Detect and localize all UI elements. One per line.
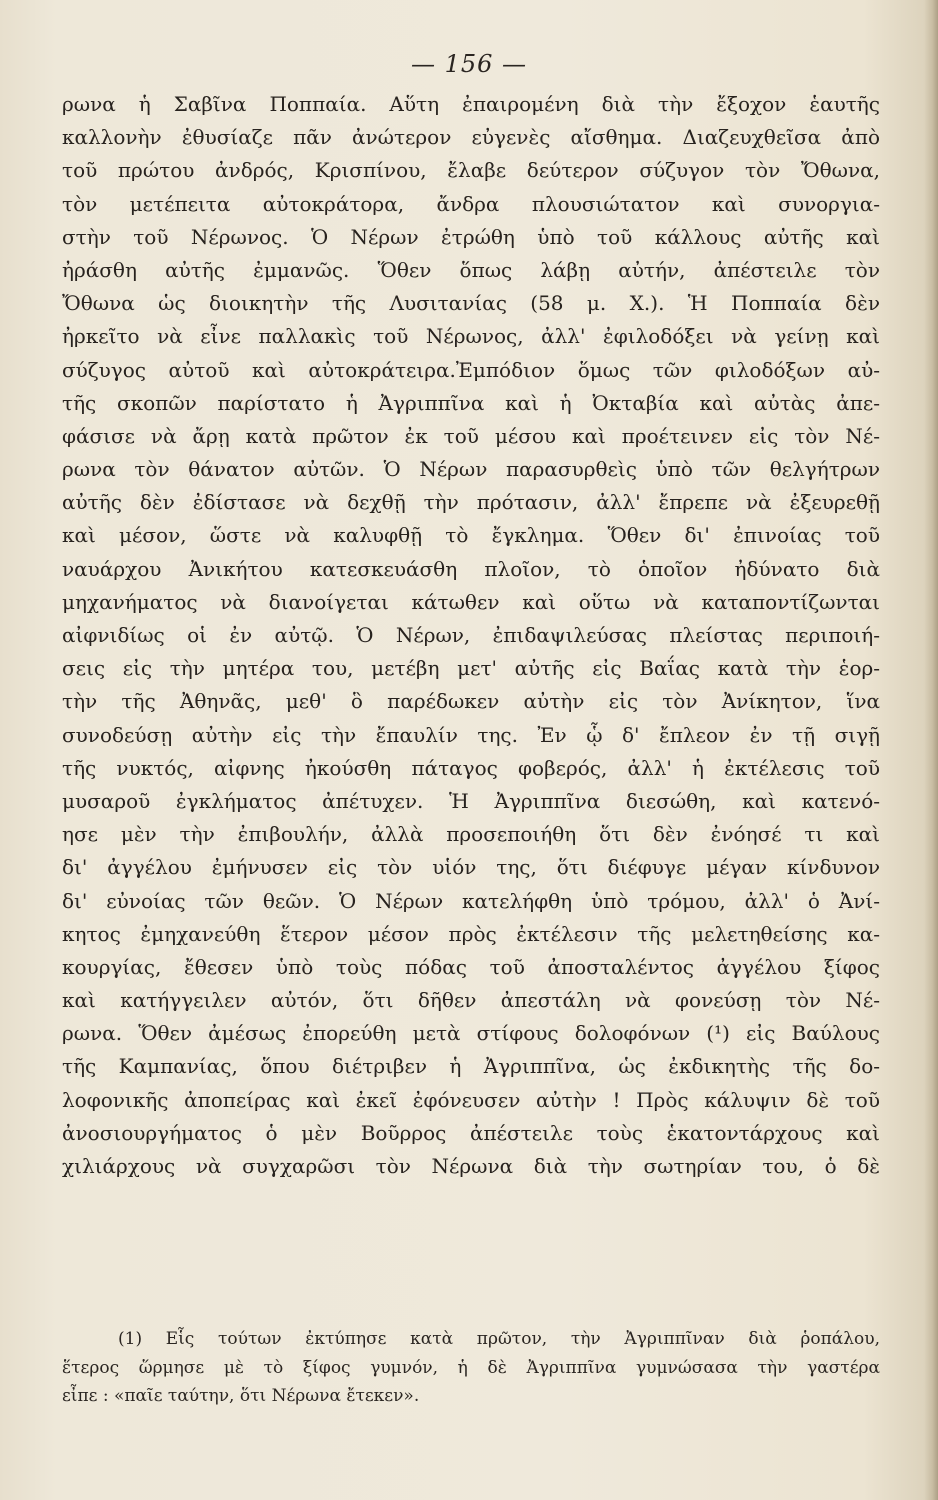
text-line: καλλονὴν ἐθυσίαζε πᾶν ἀνώτερον εὐγενὲς αἴσθημα. Διαζευχθεῖσα ἀπὸ	[62, 125, 880, 150]
text-line: μηχανήματος νὰ διανοίγεται κάτωθεν καὶ οὕτω νὰ καταποντίζωνται	[62, 589, 880, 614]
text-line: Ὄθωνα ὡς διοικητὴν τῆς Λυσιτανίας (58 μ. Χ.). Ἡ Ποππαία δὲν	[62, 291, 880, 316]
text-line: ησε μὲν τὴν ἐπιβουλήν, ἀλλὰ προσεποιήθη ὅτι δὲν ἐνόησέ τι καὶ	[62, 822, 880, 847]
text-line: λοφονικῆς ἀποπείρας καὶ ἐκεῖ ἐφόνευσεν αὐτὴν ! Πρὸς κάλυψιν δὲ τοῦ	[62, 1087, 880, 1112]
text-line: στὴν τοῦ Νέρωνος. Ὁ Νέρων ἐτρώθη ὑπὸ τοῦ κάλλους αὐτῆς καὶ	[62, 224, 880, 249]
text-line: τοῦ πρώτου ἀνδρός, Κρισπίνου, ἔλαβε δεύτερον σύζυγον τὸν Ὄθωνα,	[62, 158, 880, 183]
text-line: σύζυγος αὐτοῦ καὶ αὐτοκράτειρα.Ἐμπόδιον ὅμως τῶν φιλοδόξων αὐ-	[62, 357, 880, 382]
page-number: — 156 —	[410, 50, 528, 78]
text-line: μυσαροῦ ἐγκλήματος ἀπέτυχεν. Ἡ Ἀγριππῖνα διεσώθη, καὶ κατενό-	[62, 788, 880, 813]
text-line: τῆς Καμπανίας, ὅπου διέτριβεν ἡ Ἀγριππῖνα, ὡς ἐκδικητὴς τῆς δο-	[62, 1054, 880, 1079]
text-line: τὴν τῆς Ἀθηνᾶς, μεθ' ὃ παρέδωκεν αὐτὴν εἰς τὸν Ἀνίκητον, ἵνα	[62, 689, 880, 714]
text-line: δι' ἀγγέλου ἐμήνυσεν εἰς τὸν υἱόν της, ὅτι διέφυγε μέγαν κίνδυνον	[62, 855, 880, 880]
text-line: ρωνα τὸν θάνατον αὐτῶν. Ὁ Νέρων παρασυρθεὶς ὑπὸ τῶν θελγήτρων	[62, 457, 880, 482]
main-text-block	[62, 88, 880, 1183]
text-line: δι' εὐνοίας τῶν θεῶν. Ὁ Νέρων κατελήφθη ὑπὸ τρόμου, ἀλλ' ὁ Ἀνί-	[62, 888, 880, 913]
text-line: ἠρκεῖτο νὰ εἶνε παλλακὶς τοῦ Νέρωνος, ἀλλ' ἐφιλοδόξει νὰ γείνῃ καὶ	[62, 324, 880, 349]
page-edge-shadow	[924, 0, 938, 1500]
text-line: κουργίας, ἔθεσεν ὑπὸ τοὺς πόδας τοῦ ἀποσταλέντος ἀγγέλου ξίφος	[62, 954, 880, 979]
text-line: κητος ἐμηχανεύθη ἕτερον μέσον πρὸς ἐκτέλεσιν τῆς μελετηθείσης κα-	[62, 921, 880, 946]
footnote-block	[62, 1325, 880, 1411]
text-line: ρωνα ἡ Σαβῖνα Ποππαία. Αὕτη ἐπαιρομένη διὰ τὴν ἔξοχον ἑαυτῆς	[62, 92, 880, 116]
footnote-line: εἶπε : «παῖε ταύτην, ὅτι Νέρωνα ἔτεκεν».	[62, 1386, 420, 1406]
text-line: ἀνοσιουργήματος ὁ μὲν Βοῦρρος ἀπέστειλε τοὺς ἑκατοντάρχους καὶ	[62, 1120, 880, 1145]
text-line: τῆς νυκτός, αἰφνης ἠκούσθη πάταγος φοβερός, ἀλλ' ἡ ἐκτέλεσις τοῦ	[62, 755, 880, 780]
text-line: συνοδεύσῃ αὐτὴν εἰς τὴν ἔπαυλίν της. Ἐν ᾧ δ' ἔπλεον ἐν τῇ σιγῇ	[62, 722, 880, 747]
text-line: ρωνα. Ὅθεν ἀμέσως ἐπορεύθη μετὰ στίφους δολοφόνων (¹) εἰς Βαύλους	[62, 1021, 880, 1046]
text-line: φάσισε νὰ ἄρῃ κατὰ πρῶτον ἐκ τοῦ μέσου καὶ προέτεινεν εἰς τὸν Νέ-	[62, 423, 880, 448]
text-line: τὸν μετέπειτα αὐτοκράτορα, ἄνδρα πλουσιώτατον καὶ συνοργια-	[62, 191, 880, 216]
footnote-line: (1) Εἷς τούτων ἐκτύπησε κατὰ πρῶτον, τὴν Ἀγριππῖναν διὰ ῥοπάλου,	[118, 1329, 880, 1349]
text-line: ναυάρχου Ἀνικήτου κατεσκευάσθη πλοῖον, τὸ ὁποῖον ἠδύνατο διὰ	[62, 556, 880, 581]
text-line: τῆς σκοπῶν παρίστατο ἡ Ἀγριππῖνα καὶ ἡ Ὀκταβία καὶ αὐτὰς ἀπε-	[62, 390, 880, 415]
footnote-line: ἕτερος ὥρμησε μὲ τὸ ξίφος γυμνόν, ἡ δὲ Ἀγριππῖνα γυμνώσασα τὴν γαστέρα	[62, 1357, 880, 1378]
text-line: αἰφνιδίως οἱ ἐν αὐτῷ. Ὁ Νέρων, ἐπιδαψιλεύσας πλείστας περιποιή-	[62, 623, 880, 647]
text-line: σεις εἰς τὴν μητέρα του, μετέβη μετ' αὐτῆς εἰς Βαΐας κατὰ τὴν ἑορ-	[62, 656, 880, 681]
text-line: ἠράσθη αὐτῆς ἐμμανῶς. Ὅθεν ὅπως λάβῃ αὐτήν, ἀπέστειλε τὸν	[62, 257, 880, 282]
text-line: καὶ κατήγγειλεν αὐτόν, ὅτι δῆθεν ἀπεστάλη νὰ φονεύσῃ τὸν Νέ-	[62, 988, 880, 1013]
text-line: χιλιάρχους νὰ συγχαρῶσι τὸν Νέρωνα διὰ τὴν σωτηρίαν του, ὁ δὲ	[62, 1154, 880, 1178]
text-line: αὐτῆς δὲν ἐδίστασε νὰ δεχθῇ τὴν πρότασιν, ἀλλ' ἔπρεπε νὰ ἐξευρεθῇ	[62, 490, 880, 515]
text-line: καὶ μέσον, ὥστε νὰ καλυφθῇ τὸ ἔγκλημα. Ὅθεν δι' ἐπινοίας τοῦ	[62, 523, 880, 548]
